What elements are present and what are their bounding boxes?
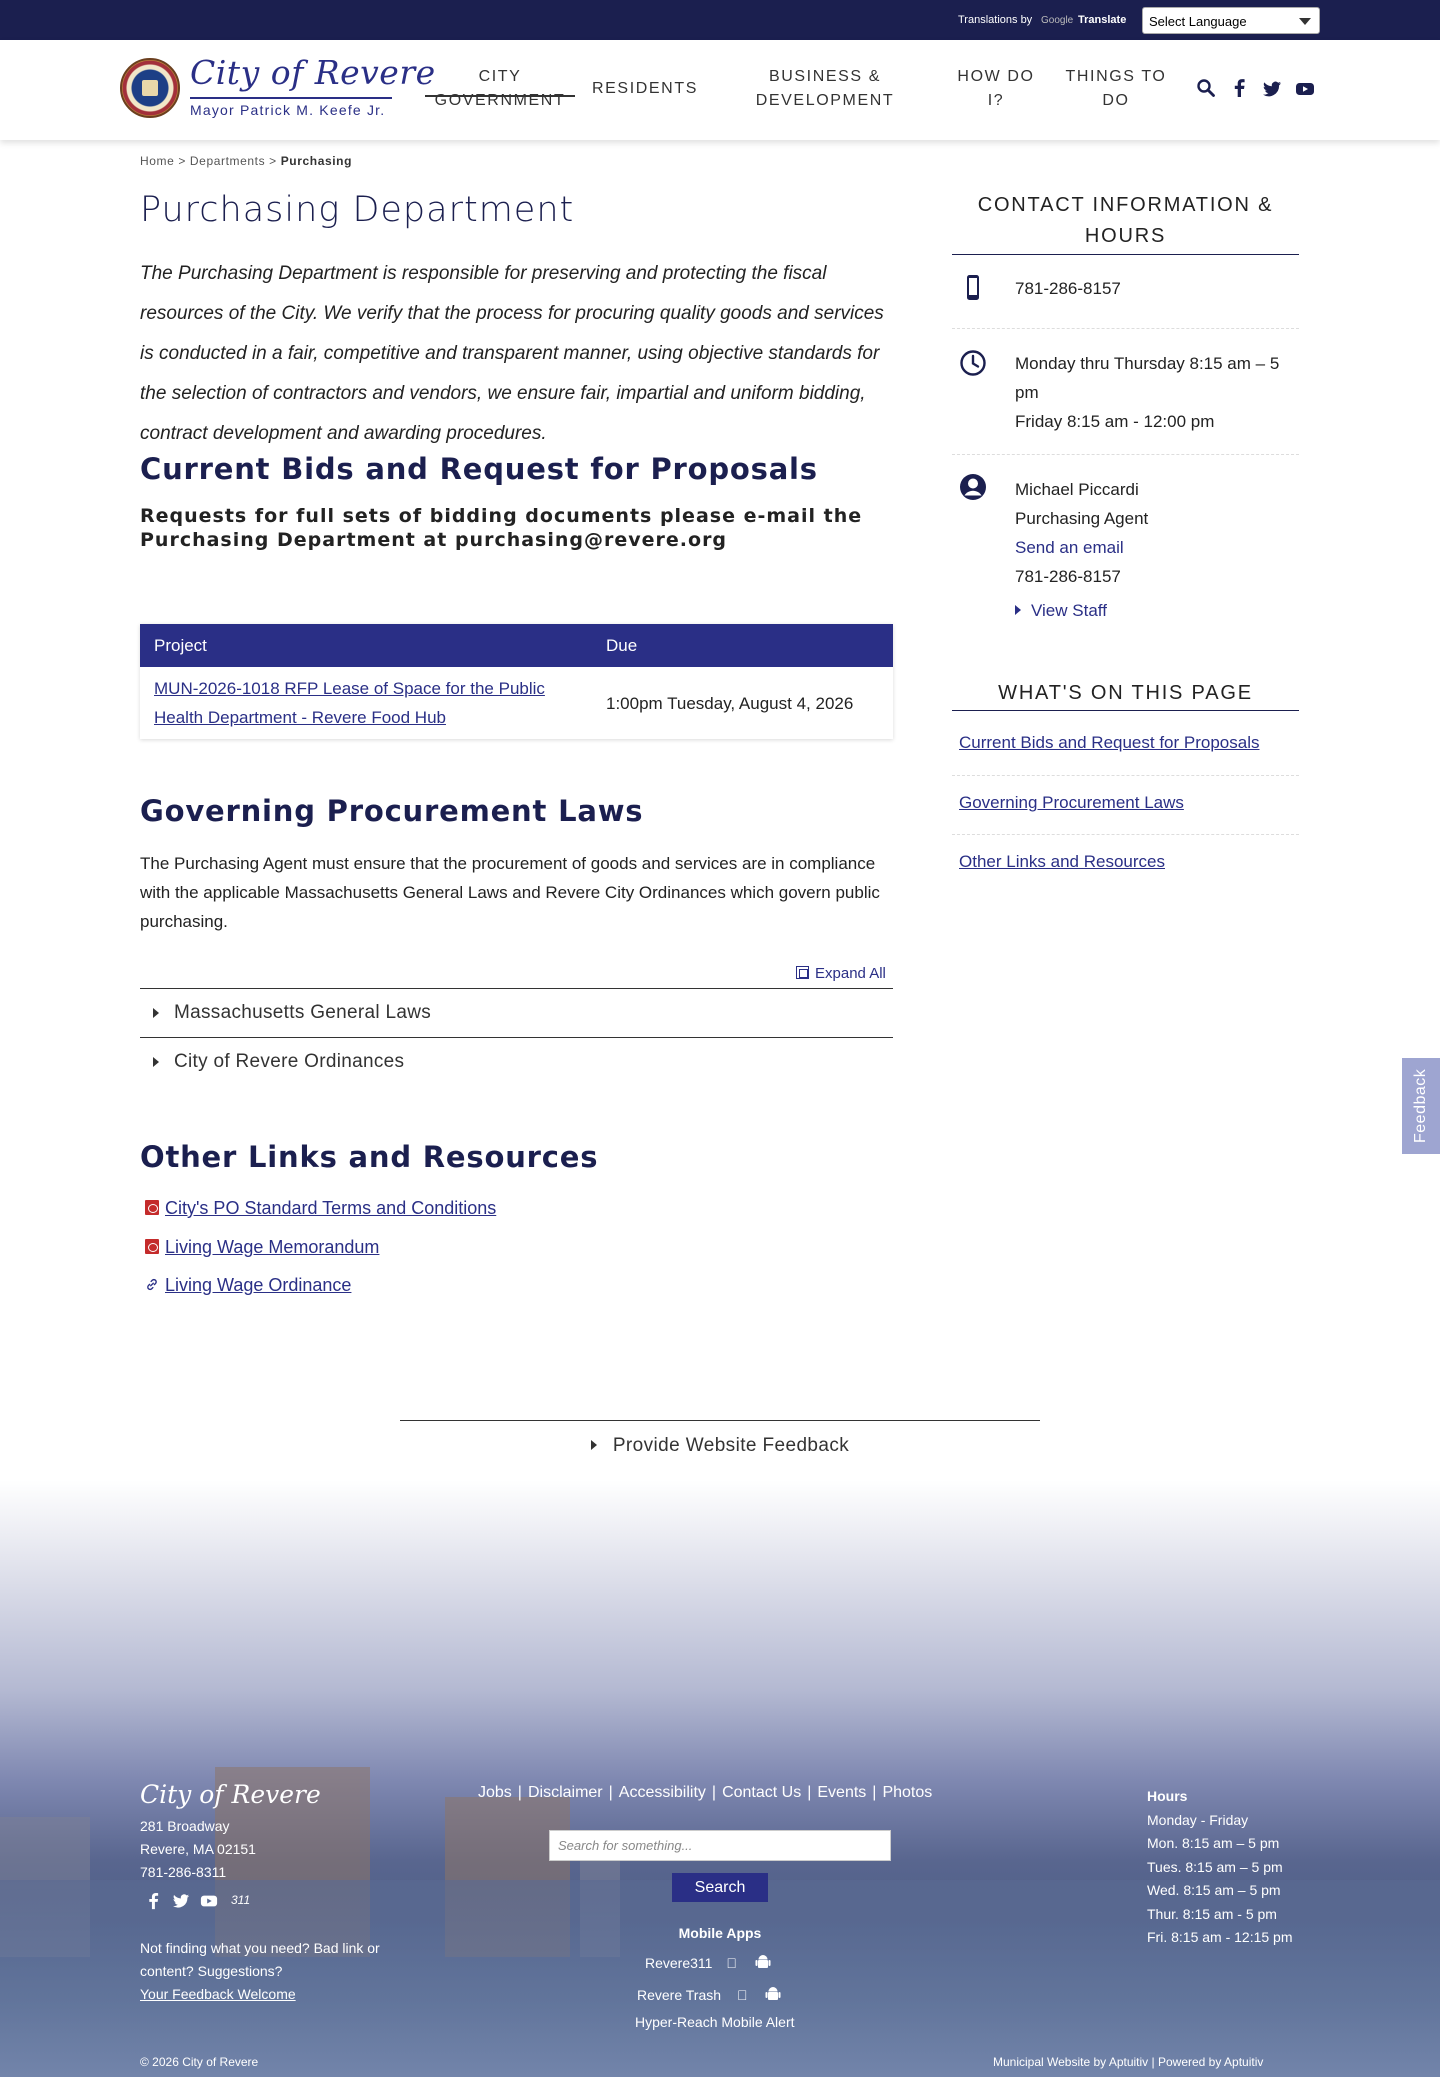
toc-link-procurement-laws[interactable]: Governing Procurement Laws — [959, 793, 1184, 812]
footer-address: 281 Broadway Revere, MA 02151 781-286-8311 — [140, 1818, 256, 1880]
nav-business-development[interactable]: BUSINESS & DEVELOPMENT — [755, 68, 895, 109]
laws-heading: Governing Procurement Laws — [140, 794, 644, 828]
nav-city-government[interactable]: CITY GOVERNMENT — [434, 68, 566, 109]
pdf-icon — [145, 1200, 159, 1215]
footer-hours: Hours Monday - Friday Mon. 8:15 am – 5 pm Tues. 8:15 am – 5 pm Wed. 8:15 am – 5 pm Thur. 8:15 am - 5 pm Fri. 8:15 am - 12:15 pm — [1147, 1788, 1293, 1945]
translate-label: Translations by — [958, 14, 1033, 26]
caret-right-icon — [591, 1440, 597, 1450]
feedback-welcome-link[interactable]: Your Feedback Welcome — [140, 1986, 296, 2002]
bid-project-cell — [140, 667, 592, 739]
apple-icon[interactable] — [737, 1987, 748, 2003]
accordion-city-ordinances[interactable]: City of Revere Ordinances — [140, 1037, 893, 1086]
view-staff-toggle[interactable]: View Staff — [1015, 601, 1107, 621]
staff-phone: 781-286-8157 — [1015, 567, 1121, 586]
page-title: Purchasing Department — [140, 190, 575, 230]
phone-icon — [958, 273, 988, 303]
youtube-icon[interactable] — [1295, 79, 1315, 99]
bids-request-note: Requests for full sets of bidding documents please e-mail the Purchasing Department at purchasing@revere.org — [140, 505, 863, 551]
site-credit[interactable]: Municipal Website by Aptuitiv | Powered by Aptuitiv — [993, 2055, 1264, 2069]
nav-residents[interactable]: RESIDENTS — [592, 80, 698, 97]
table-row — [140, 667, 893, 739]
contact-divider — [952, 454, 1299, 455]
contact-phone: 781-286-8157 — [1015, 279, 1121, 298]
logo-divider — [190, 97, 392, 99]
footer-link-events[interactable]: Events — [817, 1784, 867, 1801]
breadcrumb-departments[interactable]: Departments — [189, 154, 266, 168]
search-icon[interactable] — [1196, 78, 1216, 98]
expand-all-button[interactable]: Expand All — [796, 965, 886, 982]
chevron-down-icon — [1299, 18, 1311, 25]
city-seal-logo[interactable] — [120, 58, 180, 118]
android-icon[interactable] — [755, 1955, 771, 1971]
copyright: © 2026 City of Revere — [140, 2055, 259, 2069]
app-revere311: Revere311 — [645, 1955, 771, 1971]
resource-po-terms[interactable]: City's PO Standard Terms and Conditions — [145, 1198, 496, 1219]
app-revere-trash: Revere Trash — [637, 1987, 781, 2003]
nav-things-to-do[interactable]: THINGS TO DO — [1065, 68, 1167, 109]
breadcrumb: Home > Departments > Purchasing — [140, 154, 353, 168]
breadcrumb-home[interactable]: Home — [140, 154, 175, 168]
caret-right-icon — [1015, 605, 1021, 615]
link-icon — [145, 1277, 159, 1292]
resource-living-wage-ordinance[interactable]: Living Wage Ordinance — [145, 1275, 351, 1296]
toc-heading: WHAT'S ON THIS PAGE — [998, 682, 1253, 704]
mobile-apps-heading: Mobile Apps — [678, 1925, 762, 1941]
office-hours: Monday thru Thursday 8:15 am – 5 pm Friday 8:15 am - 12:00 pm — [1015, 354, 1280, 431]
laws-paragraph: The Purchasing Agent must ensure that the procurement of goods and services are in compliance with the applicable Massachusetts General Laws and Revere City Ordinances which govern public purchasing. — [140, 854, 880, 931]
footer-search-button[interactable]: Search — [672, 1873, 768, 1902]
footer-link-disclaimer[interactable]: Disclaimer — [527, 1784, 603, 1801]
language-select[interactable]: Select Language — [1142, 7, 1320, 34]
footer-link-photos[interactable]: Photos — [882, 1784, 933, 1801]
user-circle-icon — [958, 472, 988, 502]
expand-icon — [796, 966, 809, 979]
logo-subtitle: Mayor Patrick M. Keefe Jr. — [190, 102, 386, 118]
column-header-project: Project — [140, 624, 592, 667]
website-feedback-toggle[interactable]: Provide Website Feedback — [400, 1420, 1040, 1470]
twitter-icon[interactable] — [1262, 79, 1282, 99]
send-email-link[interactable]: Send an email — [1015, 538, 1124, 557]
google-translate-logo: Google Translate — [1041, 14, 1127, 26]
revere311-link[interactable]: 311 — [231, 1893, 251, 1907]
toc-divider — [952, 775, 1299, 776]
footer-search-input[interactable]: Search for something... — [549, 1830, 891, 1861]
facebook-icon[interactable] — [1230, 78, 1250, 98]
contact-heading-rule — [952, 254, 1299, 255]
twitter-icon[interactable] — [172, 1892, 190, 1910]
feedback-tab[interactable]: Feedback — [1402, 1058, 1440, 1154]
facebook-icon[interactable] — [145, 1892, 163, 1910]
intro-paragraph: The Purchasing Department is responsible for preserving and protecting the fiscal resources of the City. We verify that the process for procuring quality goods and services is conducted in a fair, competitive and transparent manner, using objective standards for the selection of contractors and vendors, we ensure fair, impartial and uniform bidding, contract development and awarding procedures. — [140, 263, 884, 444]
bid-project-link[interactable]: MUN-2026-1018 RFP Lease of Space for the Public Health Department - Revere Food Hub — [154, 679, 545, 727]
footer-help-text: Not finding what you need? Bad link or content? Suggestions? Your Feedback Welcome — [140, 1940, 380, 2002]
toc-link-current-bids[interactable]: Current Bids and Request for Proposals — [959, 733, 1260, 752]
contact-divider — [952, 328, 1299, 329]
caret-right-icon — [153, 1008, 159, 1018]
accordion-massachusetts-general-laws[interactable]: Massachusetts General Laws — [140, 988, 893, 1037]
youtube-icon[interactable] — [200, 1892, 218, 1910]
bids-heading: Current Bids and Request for Proposals — [140, 452, 818, 486]
contact-heading: CONTACT INFORMATION & HOURS — [977, 194, 1274, 247]
toc-divider — [952, 834, 1299, 835]
breadcrumb-current: Purchasing — [280, 154, 353, 168]
footer-link-jobs[interactable]: Jobs — [478, 1784, 512, 1801]
resource-living-wage-memo[interactable]: Living Wage Memorandum — [145, 1237, 379, 1258]
logo-title[interactable]: City of Revere — [190, 53, 436, 92]
nav-how-do-i[interactable]: HOW DO I? — [957, 68, 1035, 109]
android-icon[interactable] — [765, 1987, 781, 2003]
toc-heading-rule — [952, 710, 1299, 711]
staff-title: Purchasing Agent — [1015, 509, 1149, 528]
column-header-due: Due — [592, 624, 893, 667]
caret-right-icon — [153, 1057, 159, 1067]
pdf-icon — [145, 1239, 159, 1254]
toc-link-other-links[interactable]: Other Links and Resources — [959, 852, 1165, 871]
clock-icon — [958, 348, 988, 378]
bids-table-header — [140, 624, 893, 667]
staff-card — [1015, 475, 1148, 591]
apple-icon[interactable] — [726, 1955, 737, 1971]
bids-table — [140, 624, 893, 739]
bid-due-cell: 1:00pm Tuesday, August 4, 2026 — [592, 667, 893, 739]
staff-name: Michael Piccardi — [1015, 480, 1139, 499]
footer-logo[interactable]: City of Revere — [140, 1780, 321, 1809]
footer-link-contact-us[interactable]: Contact Us — [722, 1784, 802, 1801]
app-hyper-reach[interactable]: Hyper-Reach Mobile Alert — [635, 2014, 795, 2030]
footer-links: Jobs | Disclaimer | Accessibility | Contact Us | Events | Photos — [478, 1784, 933, 1801]
resources-heading: Other Links and Resources — [140, 1140, 599, 1174]
translate-bar — [0, 0, 1440, 40]
footer-link-accessibility[interactable]: Accessibility — [618, 1784, 706, 1801]
site-header — [0, 40, 1440, 140]
